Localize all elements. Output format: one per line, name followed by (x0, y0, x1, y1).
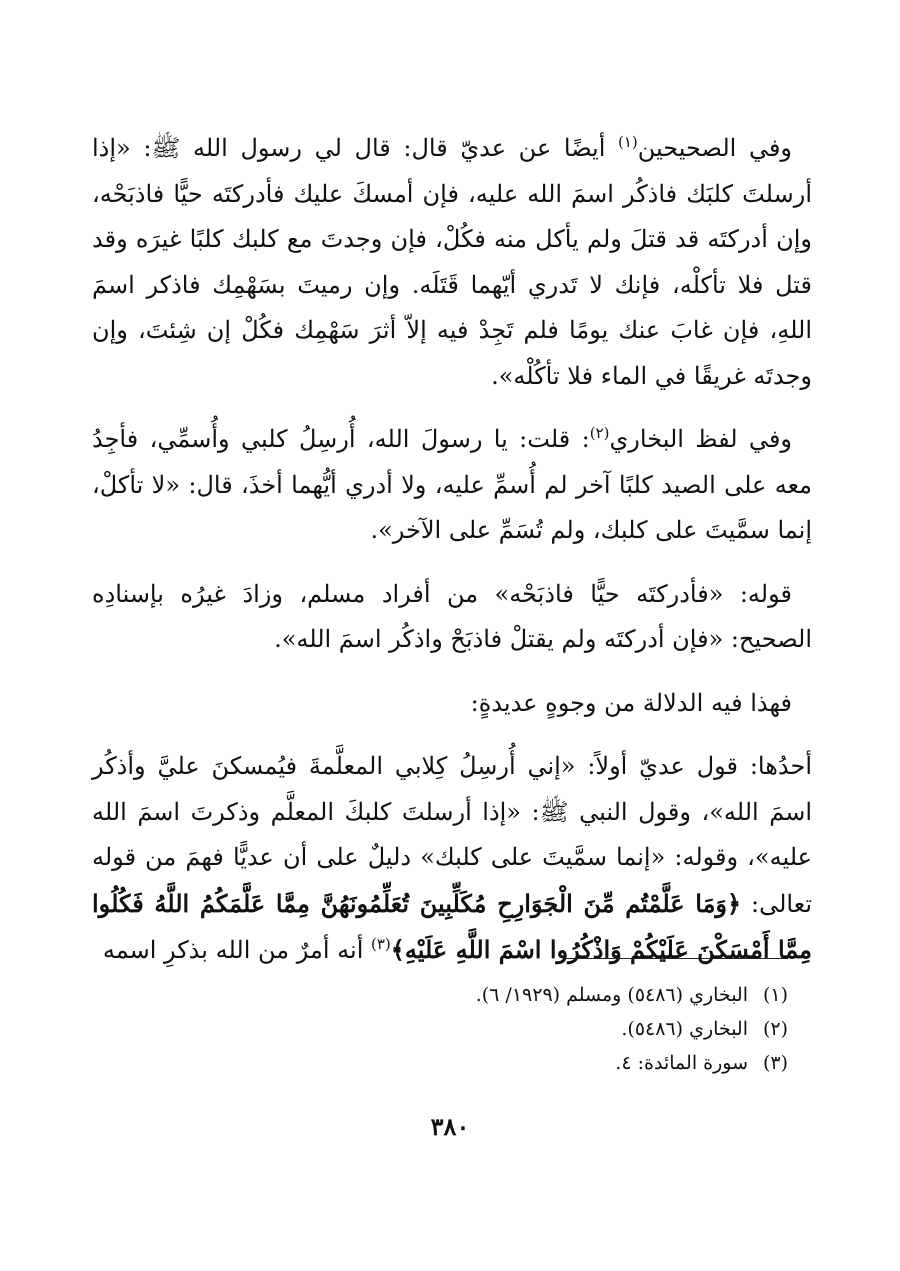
paragraph-sahihayn-rest: أيضًا عن عديّ قال: قال لي رسول الله ﷺ: «إذا أرسلتَ كلبَك فاذكُر اسمَ الله عليه، فإن أمسكَ عليك فأدركتَه حيًّا فاذبَحْه، وإن أدركتَه قد قتلَ ولم يأكل منه فكُلْ، فإن وجدتَ مع كلبك كلبًا غيرَه وقد قتل فلا تأكلْه، فإنك لا تَدري أيّهما قَتَلَه. وإن رميتَ بسَهْمِك فاذكر اسمَ اللهِ، فإن غابَ عنك يومًا فلم تَجِدْ فيه إلاّ أثرَ سَهْمِك فكُلْ إن شِئتَ، وإن وجدتَه غريقًا في الماء فلا تأكُلْه». (92, 134, 812, 390)
main-text (92, 126, 812, 974)
page-number: ٣٨٠ (430, 1112, 470, 1141)
paragraph-first-aspect-start: أحدُها: قول عديّ أولاً: «إني أُرسِلُ كِلابي المعلَّمةَ فيُمسكنَ عليَّ وأذكُر اسمَ الله»، وقول النبي ﷺ: «إذا أرسلتَ كلبكَ المعلَّم وذكرتَ اسمَ الله عليه»، وقوله: «إنما سمَّيتَ على كلبك» دليلٌ على أن عديًّا فهمَ من قوله تعالى: (92, 752, 812, 918)
paragraph-sahihayn (92, 126, 812, 399)
quran-verse: ﴿وَمَا عَلَّمْتُم مِّنَ الْجَوَارِحِ مُكَلِّبِينَ تُعَلِّمُونَهُنَّ مِمَّا عَلَّمَكُمُ اللَّهُ فَكُلُوا مِمَّا أَمْسَكْنَ عَلَيْكُمْ وَاذْكُرُوا اسْمَ اللَّهِ عَلَيْهِ﴾ (92, 888, 812, 964)
footnote-divider (566, 958, 788, 959)
paragraph-muslim-addition: قوله: «فأدركتَه حيًّا فاذبَحْه» من أفراد مسلم، وزادَ غيرُه بإسنادِه الصحيح: «فإن أدركتَه ولم يقتلْ فاذبَحْ واذكُر اسمَ الله». (92, 579, 812, 653)
footnote-text: البخاري (٥٤٨٦). (621, 1018, 748, 1040)
paragraph-aspects: فهذا فيه الدلالة من وجوهٍ عديدةٍ: (470, 688, 792, 717)
footnote-3 (92, 1046, 788, 1080)
footnote-2 (92, 1012, 788, 1046)
footnote-number: (١) (762, 984, 788, 1006)
footnote-1 (92, 978, 788, 1012)
footnote-ref-2: (٢) (589, 424, 610, 442)
footnotes (92, 978, 788, 1080)
paragraph-bukhari (92, 417, 812, 554)
paragraph-bukhari-rest: : قلت: يا رسولَ الله، أُرسِلُ كلبي وأُسمِّي، فأجِدُ معه على الصيد كلبًا آخر لم أُسمِّ عليه، ولا أدري أيُّهما أخذَ، قال: «لا تأكلْ، إنما سمَّيتَ على كلبك، ولم تُسَمِّ على الآخر». (92, 425, 812, 544)
paragraph-sahihayn-start: وفي الصحيحين (637, 134, 793, 162)
paragraph-first-aspect-rest: أنه أمرٌ من الله بذكرِ اسمه (102, 936, 371, 964)
footnote-text: البخاري (٥٤٨٦) ومسلم (١٩٢٩/ ٦). (475, 984, 748, 1006)
footnote-ref-1: (١) (618, 133, 638, 151)
footnote-text: سورة المائدة: ٤. (615, 1052, 748, 1074)
footnote-ref-3: (٣) (371, 935, 391, 953)
footnote-number: (٢) (762, 1018, 788, 1040)
paragraph-first-aspect (92, 744, 812, 974)
footnote-number: (٣) (762, 1052, 788, 1074)
paragraph-bukhari-start: وفي لفظ البخاري (609, 425, 793, 453)
